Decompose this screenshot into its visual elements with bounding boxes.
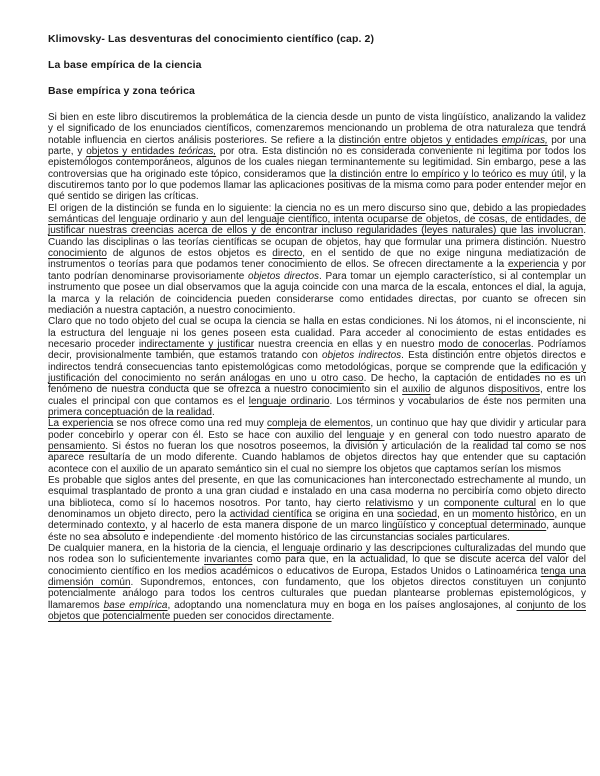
text-run: . Cuando las disciplinas o las teorías científicas se ocupan de objetos, hay que formular una primera distinción. Nuestro — [48, 225, 586, 248]
underlined-text: modo de conocerlas — [438, 338, 531, 350]
text-run: y en general con — [384, 429, 474, 441]
text-run: . — [331, 611, 335, 623]
text-run: El origen de la distinción se funda en lo siguiente: — [48, 202, 275, 214]
underlined-text: relativismo — [365, 497, 414, 509]
text-run: que nos rodea son lo suficientemente — [48, 543, 586, 566]
text-run: . — [212, 406, 215, 418]
text-run: en lo que denominamos un objeto directo, pero la — [48, 497, 586, 521]
text-run: . Para tomar un ejemplo característico, si al contemplar un instrumento que posee un dial observamos que la aguja coincide con una marca de la escala, entonces el dial, la aguja, la marca y la relación de coincidencia pueden considerarse como entidades directas, por cuanto se ofrecen sin mediación a nuestra captación, a nuestro conocimiento. — [48, 270, 587, 316]
underlined-text: lenguaje ordinario — [248, 395, 330, 407]
text-run: , entre los cuales el principal con que contamos es el — [48, 384, 586, 407]
underlined-text: indirectamente y justificar — [138, 338, 255, 350]
underlined-text: conjunto de los objetos que potencialmente pueden ser conocidos directamente — [48, 599, 586, 623]
underlined-text: debido a las propiedades semánticas del lenguaje ordinario y aun del lenguaje científico, intenta ocuparse de objetos, de cosas, de entidades, de justificar nuestras creencias acerca de ellos y de encontrar incluso regularidades (leyes naturales) que las involucran — [48, 202, 586, 237]
underlined-text: el lenguaje ordinario y las descripciones culturalizadas del mundo — [271, 543, 567, 555]
underlined-text: compleja de elementos — [266, 418, 371, 430]
text-run: de algunos de estos objetos es — [106, 248, 273, 260]
text-run: por otra. Esta distinción no es considerada conveniente ni legitima por todos los epistemólogos contemporáneos, algunos de los cuales niegan terminantemente su legitimidad. Sin embargo, pese a las controversias que ha originado este tópico, consideramos que — [48, 146, 586, 180]
underlined-text: sociedad — [397, 509, 438, 521]
underlined-text: lenguaje — [346, 429, 385, 441]
text-run: Claro que no todo objeto del cual se ocupa la ciencia se halla en estas condiciones. Ni los átomos, ni el inconsciente, ni la estructura del lenguaje ni los genes poseen esta cualidad. Para acceder al conocimiento de estas entidades es necesario proceder — [48, 316, 586, 350]
text-run: se nos ofrece como una red muy — [113, 418, 267, 430]
text-run: y un — [413, 497, 444, 509]
text-run: , un continuo que hay que dividir y articular para poder concebirlo y operar con él. Esto se hace con auxilio del — [48, 418, 587, 441]
italic-text: objetos indirectos — [322, 350, 402, 362]
paragraph — [48, 203, 586, 316]
text-run: . Supondremos, entonces, con fundamento, que los objetos directos constituyen un conjunto potencialmente análogo para todos los centros culturales que puedan plantearse problemas epistemológicos, y llamaremos — [48, 577, 587, 611]
underlined-text: actividad científica — [229, 509, 312, 521]
text-run: , y al hacerlo de esta manera dispone de un — [145, 520, 351, 532]
text-run: , en un determinado — [48, 509, 587, 532]
text-run: de algunos — [430, 384, 489, 396]
underlined-text: invariantes — [204, 554, 253, 566]
underlined-text: directo — [272, 248, 303, 260]
underlined-text: componente cultural — [443, 497, 536, 509]
text-run: . Si éstos no fueran los que nosotros poseemos, la división y articulación de la realidad tal como se nos aparece resultaría de un modo diferente. Cuando hablamos de objetos directos hay que entender que su captación acontece con el auxilio de un aparato semántico sin el cual no siempre los objetos que captamos serían los mismos — [48, 440, 586, 475]
paragraph — [48, 316, 586, 418]
text-run: , y la discutiremos tanto por lo que podemos llamar las aplicaciones positivas de la misma como para poder entender mejor en qué sentido se dirigen las críticas. — [48, 168, 586, 203]
document-body — [48, 112, 586, 622]
underlined-text: dispositivos — [488, 384, 540, 396]
underlined-text: la distinción entre lo empírico y lo teórico es muy útil — [329, 168, 565, 180]
underlined-text: marco lingüístico y conceptual determinado — [350, 520, 547, 532]
underlined-text: primera conceptuación de la realidad — [48, 406, 212, 418]
text-run: . De hecho, la captación de entidades no es un fenómeno de nuestra conducta que se ofrezca a nuestro conocimiento sin el — [48, 372, 586, 396]
underlined-italic-text: teóricas, — [178, 146, 217, 158]
underlined-italic-text: empíricas, — [501, 134, 548, 146]
underlined-text: distinción entre objetos y entidades — [338, 134, 502, 146]
paragraph — [48, 418, 586, 475]
text-run: Si bien en este libro discutiremos la problemática de la ciencia desde un punto de vista lingüístico, analizando la validez y el significado de los enunciados científicos, comenzaremos mencionando un problema de otra naturaleza que tendrá notable influencia en ciertos análisis posteriores. Se refiere a la — [48, 112, 586, 146]
text-run: . Podríamos decir, provisionalmente también, que estamos tratando con — [48, 338, 587, 362]
underlined-text: conocimiento — [48, 248, 107, 260]
underlined-text: tenga una dimensión común — [48, 565, 586, 589]
text-run: por una parte, y — [48, 134, 587, 158]
text-run: , aunque éste no sea absoluto e independiente ·del momento histórico de las circunstancias sociales particulares. — [48, 520, 586, 543]
text-run: , adoptando una nomenclatura muy en boga en los países anglosajones, al — [167, 599, 517, 611]
text-run: se origina en una — [312, 509, 398, 521]
underlined-text: objetos y entidades — [86, 146, 179, 158]
underlined-text: todo nuestro aparato de pensamiento — [48, 429, 586, 452]
underlined-text: momento histórico — [472, 509, 555, 521]
text-run: nuestra creencia en ellas y en nuestro — [254, 338, 439, 350]
text-run: , en el sentido de que no exige ninguna mediatización de instrumentos o teorías para que podamos tener conocimiento de ellos. Se ofrecen directamente a la — [48, 248, 586, 271]
underlined-text: edificación y justificación del conocimiento no serán análogas en uno u otro caso — [48, 361, 587, 384]
paragraph — [48, 475, 586, 543]
text-run: De cualquier manera, en la historia de la ciencia, — [48, 543, 272, 555]
section-heading: Base empírica y zona teórica — [48, 85, 195, 97]
chapter-title: La base empírica de la ciencia — [48, 59, 202, 71]
underlined-text: contexto — [107, 520, 146, 532]
document-title: Klimovsky- Las desventuras del conocimiento científico (cap. 2) — [48, 33, 375, 45]
italic-text: objetos directos — [248, 270, 320, 282]
underlined-text: auxilio — [402, 384, 431, 396]
text-run: Es probable que siglos antes del presente, en que las comunicaciones han interconectado estrechamente al mundo, un esquimal trasplantado de pronto a una gran ciudad e instalado en una casa moderna no percibiría como objeto directo una biblioteca, como sí lo hacemos nosotros. Por tanto, hay cierto — [48, 475, 586, 509]
paragraph — [48, 112, 586, 203]
text-run: . Los términos y vocabularios de éste nos permiten una — [329, 395, 586, 407]
underlined-text: La experiencia — [48, 418, 114, 430]
text-run: . Esta distinción entre objetos directos e indirectos tendrá consecuencias tanto epistemológicas como metodológicas, porque se comprende que la — [48, 350, 586, 373]
text-run: sino que, — [425, 202, 473, 214]
text-run: y por tanto podrían denominarse provisoriamente — [48, 259, 587, 282]
underlined-text: experiencia — [507, 259, 560, 271]
underlined-text: la ciencia no es un mero discurso — [274, 202, 426, 214]
text-run: como para que, en la actualidad, lo que se discute acerca del valor del conocimiento científico en los medios académicos o educativos de Europa, Estados Unidos o Latinoamérica — [48, 554, 586, 577]
text-run: , en un — [437, 509, 473, 521]
paragraph — [48, 543, 586, 622]
underlined-italic-text: base empírica — [103, 599, 168, 611]
